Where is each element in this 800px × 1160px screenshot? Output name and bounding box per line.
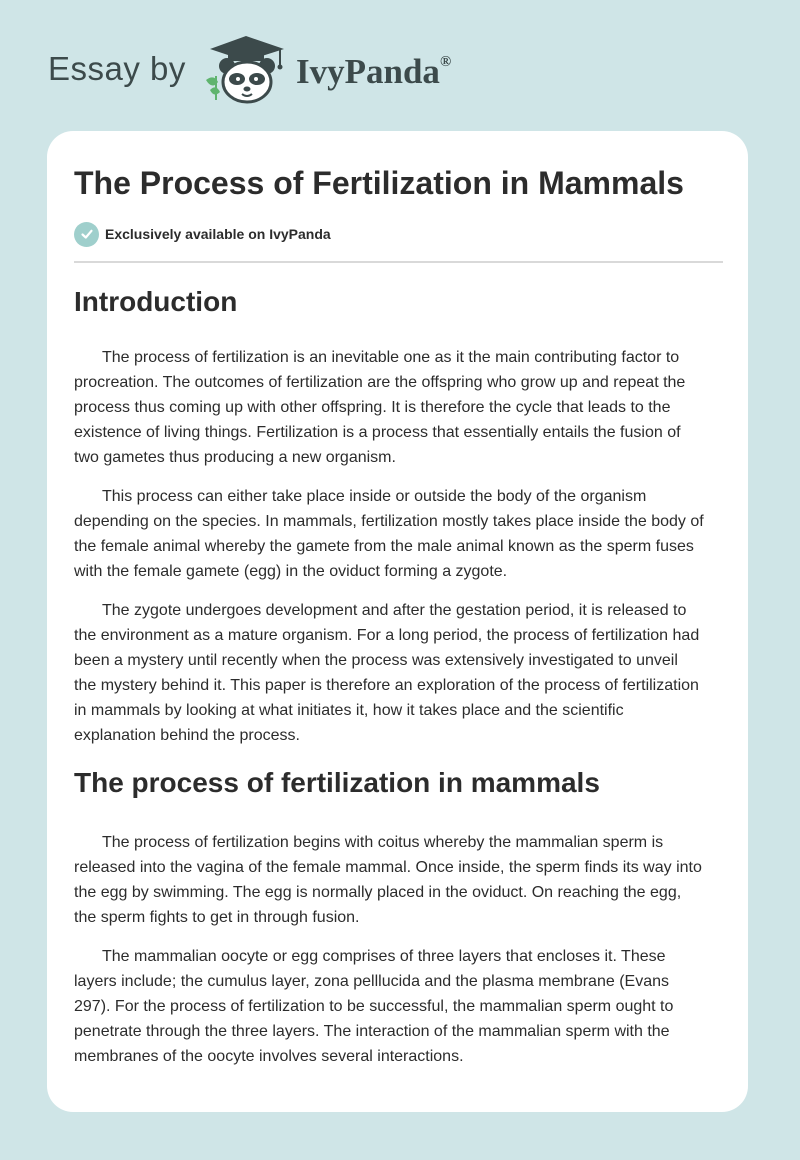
essay-card xyxy=(47,131,748,1112)
check-icon xyxy=(74,222,99,247)
essay-by-label: Essay by xyxy=(48,50,186,87)
paragraph: The process of fertilization is an inevitable one as it the main contributing factor to procreation. The outcomes of fertilization are the offspring who grow up and repeat the process thus coming up with other offspring. It is therefore the cycle that leads to the existence of living things. Fertilization is a process that essentially entails the fusion of two gametes thus producing a new organism. xyxy=(74,349,686,466)
panda-icon xyxy=(200,34,292,106)
brand-text: IvyPanda xyxy=(296,52,440,91)
ivypanda-logo[interactable] xyxy=(200,34,292,111)
paragraph: The zygote undergoes development and after the gestation period, it is released to the environment as a mature organism. For a long period, the process of fertilization had been a mystery until recently when the process was extensively investigated to unveil the mystery behind it. This paper is therefore an exploration of the process of fertilization in mammals by looking at what initiates it, how it takes place and the scientific explanation behind the process. xyxy=(74,602,700,744)
badge-text: Exclusively available on IvyPanda xyxy=(105,226,331,242)
paragraph: The mammalian oocyte or egg comprises of three layers that encloses it. These layers include; the cumulus layer, zona pelllucida and the plasma membrane (Evans 297). For the process of fertilization to be successful, the mammalian sperm ought to penetrate through the three layers. The interaction of the mammalian sperm with the membranes of the oocyte involves several interactions. xyxy=(74,948,674,1065)
page-title: The Process of Fertilization in Mammals xyxy=(74,165,684,201)
exclusive-badge xyxy=(74,221,331,247)
brand-name[interactable] xyxy=(296,52,451,92)
section-heading-process: The process of fertilization in mammals xyxy=(74,767,600,798)
paragraph: The process of fertilization begins with coitus whereby the mammalian sperm is released into the vagina of the female mammal. Once inside, the sperm finds its way into the egg by swimming. The egg is normally placed in the oviduct. On reaching the egg, the sperm fights to get in through fusion. xyxy=(74,834,702,926)
registered-mark: ® xyxy=(439,54,452,70)
section-heading-introduction: Introduction xyxy=(74,286,238,317)
divider xyxy=(74,261,723,263)
article-body xyxy=(74,281,704,1083)
site-header xyxy=(0,0,800,130)
paragraph: This process can either take place inside or outside the body of the organism depending on the species. In mammals, fertilization mostly takes place inside the body of the female animal whereby the gamete from the male animal known as the sperm fuses with the female gamete (egg) in the oviduct forming a zygote. xyxy=(74,488,704,580)
